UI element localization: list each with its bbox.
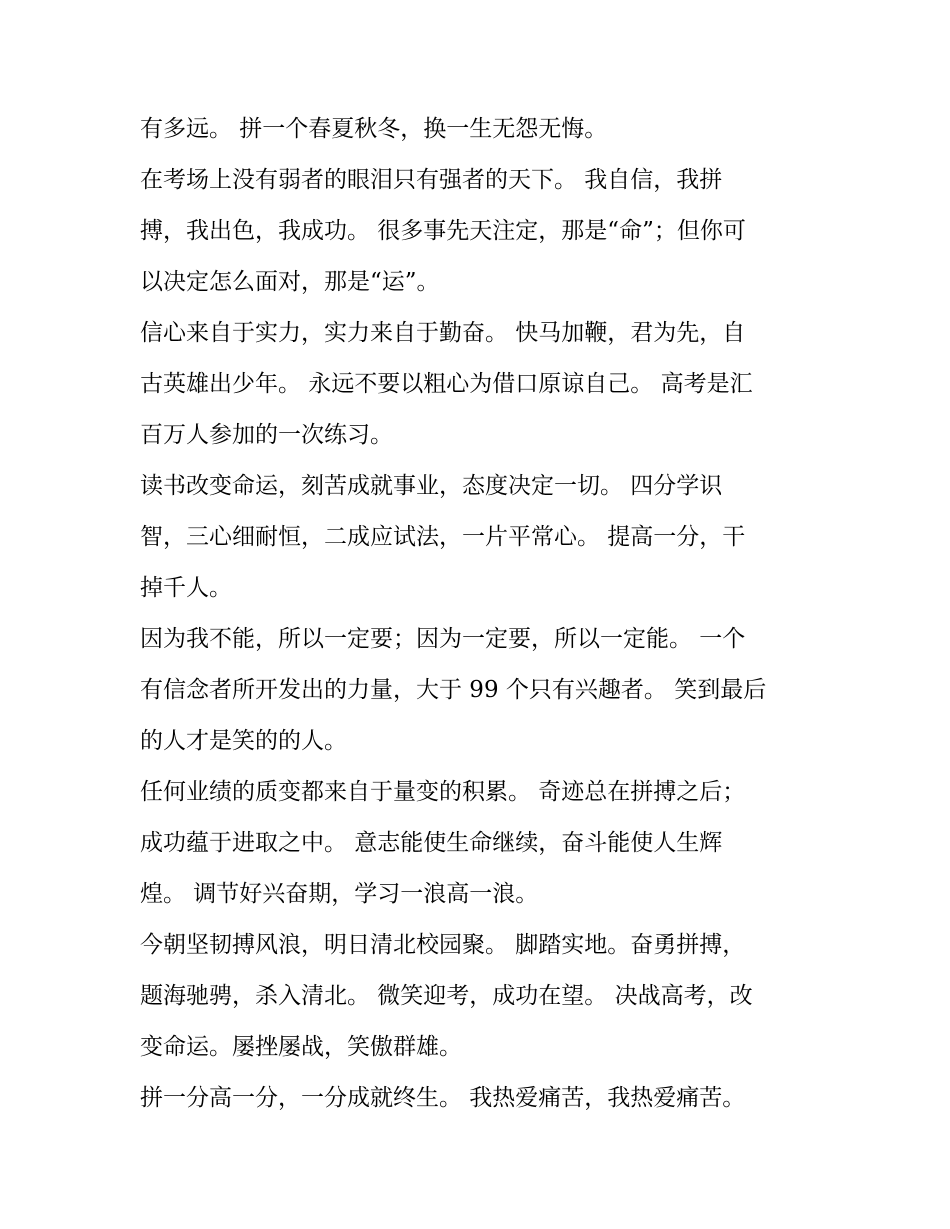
text-line: 古英雄出少年。 永远不要以粗心为借口原谅自己。 高考是汇	[140, 371, 753, 397]
text-line: 信心来自于实力，实力来自于勤奋。 快马加鞭，君为先，自	[140, 320, 746, 346]
text-line: 搏，我出色，我成功。 很多事先天注定，那是“命”；但你可	[140, 218, 746, 244]
text-line: 任何业绩的质变都来自于量变的积累。 奇迹总在拼搏之后；	[140, 779, 746, 805]
text-line: 在考场上没有弱者的眼泪只有强者的天下。 我自信，我拼	[140, 167, 723, 193]
text-line: 以决定怎么面对，那是“运”。	[140, 269, 440, 295]
text-line: 题海驰骋，杀入清北。 微笑迎考，成功在望。 决战高考，改	[140, 983, 753, 1009]
text-line: 读书改变命运，刻苦成就事业，态度决定一切。 四分学识	[140, 473, 723, 499]
text-line: 智，三心细耐恒，二成应试法，一片平常心。 提高一分，干	[140, 524, 746, 550]
text-line: 拼一分高一分，一分成就终生。 我热爱痛苦，我热爱痛苦。	[140, 1085, 746, 1111]
text-line: 有信念者所开发出的力量，大于 99 个只有兴趣者。 笑到最后	[140, 677, 767, 703]
text-line: 掉千人。	[140, 575, 232, 601]
text-line: 煌。 调节好兴奋期，学习一浪高一浪。	[140, 881, 539, 907]
text-line: 今朝坚韧搏风浪，明日清北校园聚。 脚踏实地。奋勇拼搏，	[140, 932, 746, 958]
text-line: 百万人参加的一次练习。	[140, 422, 393, 448]
text-line: 的人才是笑的的人。	[140, 728, 347, 754]
text-line: 因为我不能，所以一定要；因为一定要，所以一定能。 一个	[140, 626, 746, 652]
text-line: 成功蕴于进取之中。 意志能使生命继续，奋斗能使人生辉	[140, 830, 723, 856]
text-line: 变命运。屡挫屡战，笑傲群雄。	[140, 1034, 462, 1060]
document-body	[140, 104, 810, 1124]
text-line: 有多远。 拼一个春夏秋冬，换一生无怨无悔。	[140, 116, 608, 142]
